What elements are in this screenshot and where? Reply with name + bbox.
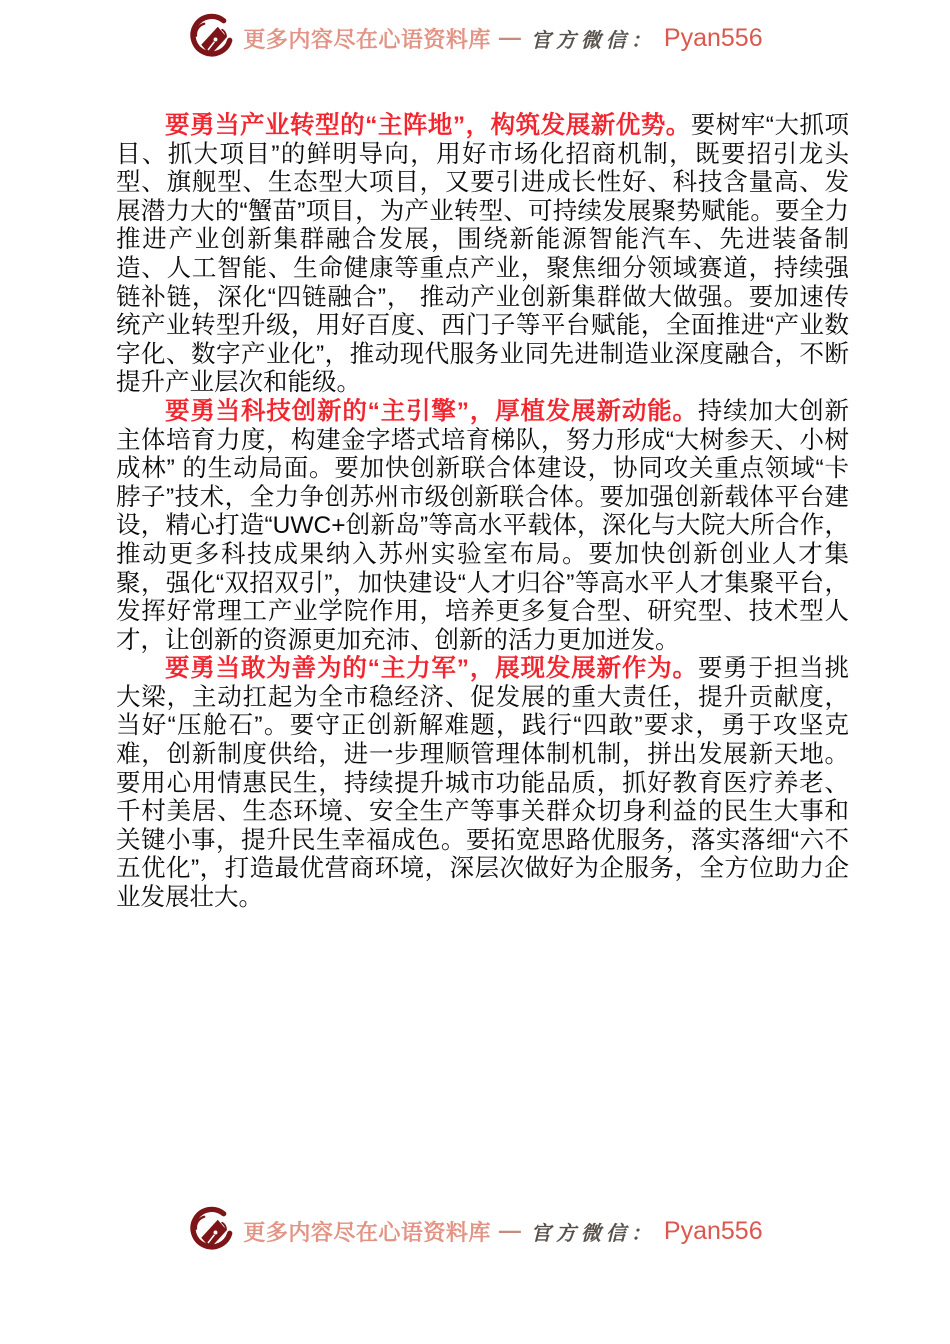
- watermark-brand-text: 更多内容尽在心语资料库: [243, 26, 491, 53]
- paragraph-tech-innovation: [116, 398, 849, 655]
- watermark-separator: —: [498, 1218, 521, 1243]
- paragraph-heading: 要勇当敢为善为的“主力军”，展现发展新作为。: [165, 655, 698, 683]
- paragraph-heading: 要勇当产业转型的“主阵地”，构筑发展新优势。: [165, 112, 691, 139]
- pen-swirl-logo-icon: [187, 1204, 235, 1258]
- footer-watermark: [0, 1204, 950, 1258]
- watermark-separator: —: [498, 25, 521, 50]
- watermark-wechat-label: 官方微信：: [530, 1220, 656, 1245]
- paragraph-industry-transformation: [116, 112, 849, 398]
- document-body: [116, 112, 849, 913]
- paragraph-text: 持续加大创新主体培育力度，构建金字塔式培育梯队，努力形成“大树参天、小树成林” 的生动局面。要加快创新联合体建设，协同攻关重点领域“卡脖子”技术，全力争创苏州市级创新联合体。要加强创新载体平台建设，精心打造“UWC+创新岛”等高水平载体，深化与大院大所合作，推动更多科技成果纳入苏州实验室布局。要加快创新创业人才集聚，强化“双招双引”，加快建设“人才归谷”等高水平人才集聚平台，发挥好常理工产业学院作用，培养更多复合型、研究型、技术型人才，让创新的资源更加充沛、创新的活力更加迸发。: [116, 397, 850, 654]
- paragraph-text: 要树牢“大抓项目、抓大项目”的鲜明导向，用好市场化招商机制，既要招引龙头型、旗舰型、生态型大项目，又要引进成长性好、科技含量高、发展潜力大的“蟹苗”项目，为产业转型、可持续发展聚势赋能。要全力推进产业创新集群融合发展，围绕新能源智能汽车、先进装备制造、人工智能、生命健康等重点产业，聚焦细分领域赛道，持续强链补链，深化“四链融合”， 推动产业创新集群做大做强。要加速传统产业转型升级，用好百度、西门子等平台赋能，全面推进“产业数字化、数字产业化”，推动现代服务业同先进制造业深度融合，不断提升产业层次和能级。: [116, 112, 849, 397]
- watermark-brand-text: 更多内容尽在心语资料库: [243, 1219, 491, 1246]
- paragraph-text: 要勇于担当挑大梁，主动扛起为全市稳经济、促发展的重大责任，提升贡献度，当好“压舱石”。要守正创新解难题，践行“四敢”要求，勇于攻坚克难，创新制度供给，进一步理顺管理体制机制，拼出发展新天地。要用心用情惠民生，持续提升城市功能品质，抓好教育医疗养老、千村美居、生态环境、安全生产等事关群众切身利益的民生大事和关键小事，提升民生幸福成色。要拓宽思路优服务，落实落细“六不五优化”，打造最优营商环境，深层次做好为企服务，全方位助力企业发展壮大。: [116, 655, 850, 912]
- watermark-wechat-id: Pyan556: [663, 1216, 763, 1245]
- pen-swirl-logo-icon: [187, 11, 235, 65]
- paragraph-bold-action: [116, 655, 849, 912]
- watermark-wechat-id: Pyan556: [663, 23, 763, 52]
- paragraph-heading: 要勇当科技创新的“主引擎”，厚植发展新动能。: [165, 397, 698, 425]
- header-watermark: [0, 11, 950, 65]
- watermark-wechat-label: 官方微信：: [530, 27, 656, 52]
